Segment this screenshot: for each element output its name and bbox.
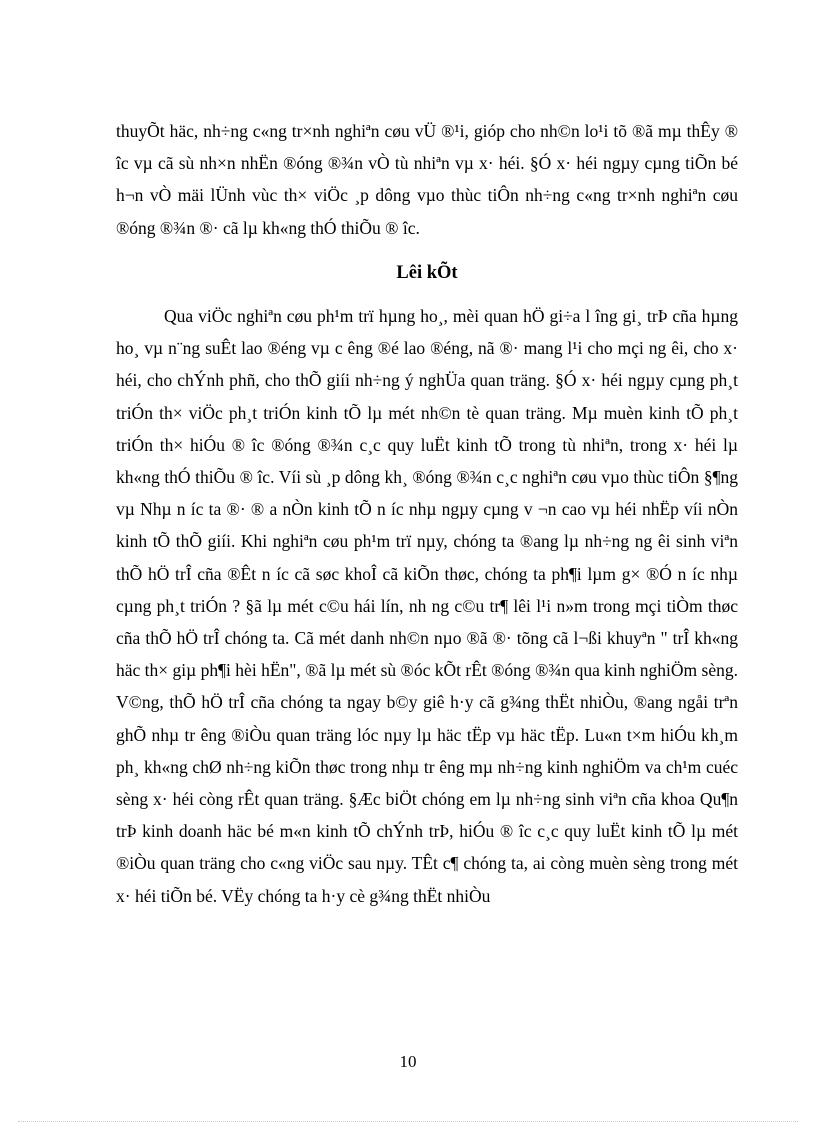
section-heading: Lêi kÕt bbox=[396, 263, 458, 283]
conclusion-paragraph: Qua viÖc nghiªn cøu ph¹m trï hµng ho¸, mèi quan hÖ gi÷a l îng gi¸ trÞ cña hµng ho¸ vµ n¨ng suÊt lao ®éng vµ c êng ®é lao ®éng, nã ®· mang l¹i cho mçi ng êi, cho x· héi, cho chÝnh phñ, cho thÕ giíi nh÷ng ý nghÜa quan träng. §Ó x· héi ngµy cµng ph¸t triÓn th× viÖc ph¸t triÓn kinh tÕ lµ mét nh©n tè quan träng. Mµ muèn kinh tÕ ph¸t triÓn th× hiÓu ® îc ®óng ®¾n c¸c quy luËt kinh tÕ trong tù nhiªn, trong x· héi lµ kh«ng thÓ thiÕu ® îc. Víi sù ¸p dông kh¸ ®óng ®¾n c¸c nghiªn cøu vµo thùc tiÔn §¶ng vµ Nhµ n íc ta ®· ® a nÒn kinh tÕ n íc nhµ ngµy cµng v ¬n cao vµ héi nhËp víi nÒn kinh tÕ thÕ giíi. Khi nghiªn cøu ph¹m trï nµy, chóng ta ®ang lµ nh÷ng ng êi sinh viªn thÕ hÖ trÎ cña ®Êt n íc cã søc khoÎ cã kiÕn thøc, chóng ta ph¶i lµm g× ®Ó n íc nhµ cµng ph¸t triÓn ? §ã lµ mét c©u hái lín, nh ng c©u tr¶ lêi l¹i n»m trong mçi tiÒm thøc cña thÕ hÖ trÎ chóng ta. Cã mét danh nh©n nµo ®ã ®· tõng cã l¬ßi khuyªn " trÎ kh«ng häc th× giµ ph¶i hèi hËn", ®ã lµ mét sù ®óc kÕt rÊt ®óng ®¾n qua kinh nghiÖm sèng. V©ng, thÕ hÖ trÎ cña chóng ta ngay b©y giê h·y cã g¾ng thËt nhiÒu, ®ang ngåi trªn ghÕ nhµ tr êng ®iÒu quan träng lóc nµy lµ häc tËp vµ häc tËp. Lu«n t×m hiÓu kh¸m ph¸ kh«ng chØ nh÷ng kiÕn thøc trong nhµ tr êng mµ nh÷ng kinh nghiÖm va ch¹m cuéc sèng x· héi còng rÊt quan träng. §Æc biÖt chóng em lµ nh÷ng sinh viªn cña khoa Qu¶n trÞ kinh doanh häc bé m«n kinh tÕ chÝnh trÞ, hiÓu ® îc c¸c quy luËt kinh tÕ lµ mét ®iÒu quan träng cho c«ng viÖc sau nµy. TÊt c¶ chóng ta, ai còng muèn sèng trong mét x· héi tiÕn bé. VËy chóng ta h·y cè g¾ng thËt nhiÒu bbox=[116, 306, 738, 906]
page-number: 10 bbox=[399, 1052, 417, 1071]
intro-paragraph: thuyÕt häc, nh÷ng c«ng tr×nh nghiªn cøu vÜ ®¹i, gióp cho nh©n lo¹i tõ ®ã mµ thÊy ® îc vµ cã sù nh×n nhËn ®óng ®¾n vÒ tù nhiªn vµ x· héi. §Ó x· héi ngµy cµng tiÕn bé h¬n vÒ mäi lÜnh vùc th× viÖc ¸p dông vµo thùc tiÔn nh÷ng c«ng tr×nh nghiªn cøu ®óng ®¾n ®· cã lµ kh«ng thÓ thiÕu ® îc. bbox=[116, 121, 738, 238]
footer-divider bbox=[18, 1121, 798, 1122]
